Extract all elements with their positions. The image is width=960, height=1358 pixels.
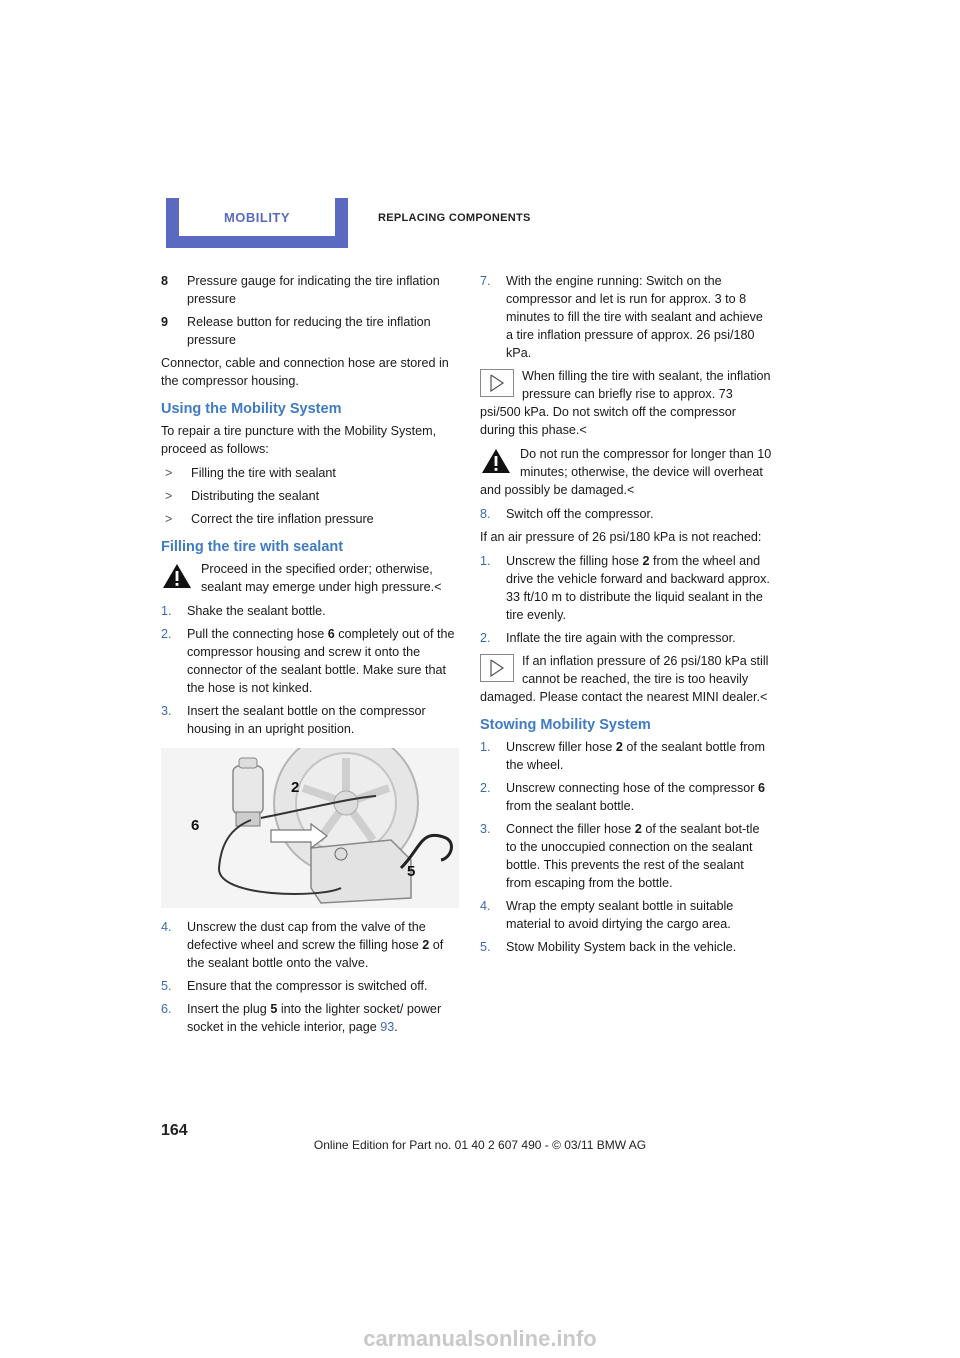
step-item <box>480 897 772 933</box>
legend-text: Pressure gauge for indicating the tire inflation pressure <box>187 274 440 306</box>
step-text: Insert the sealant bottle on the compressor housing in an upright position. <box>187 704 426 736</box>
mobility-system-illustration <box>161 748 459 908</box>
warning-note-order <box>161 560 459 596</box>
end-mark: < <box>434 580 442 594</box>
step-number: 4. <box>161 920 172 934</box>
step-ref: 2 <box>634 822 642 836</box>
heading-using-mobility: Using the Mobility System <box>161 401 342 417</box>
step-number: 2. <box>480 781 491 795</box>
step-text: Pull the connecting hose <box>187 627 328 641</box>
warning-triangle-icon <box>480 447 512 473</box>
step-number: 6. <box>161 1002 172 1016</box>
step-text: Shake the sealant bottle. <box>187 604 326 618</box>
step-item <box>161 602 459 620</box>
step-text: Connect the filler hose <box>506 822 635 836</box>
note-text: When filling the tire with sealant, the inflation pressure can briefly rise to approx. 73 psi/500 kPa. Do not switch off the compressor during this phase. <box>480 369 771 437</box>
step-item <box>480 779 772 815</box>
step-item <box>161 625 459 697</box>
step-number: 2. <box>480 631 491 645</box>
step-ref: 6 <box>327 627 335 641</box>
step-text: of the sealant bot-tle to the unoccupied connection on the sealant bottle. This prevents the rest of the sealant from escaping from the bottle. <box>506 822 760 890</box>
warning-note-compressor <box>480 445 772 499</box>
step-number: 1. <box>161 604 172 618</box>
step-text: Wrap the empty sealant bottle in suitable material to avoid dirtying the cargo area. <box>506 899 734 931</box>
chapter-title: REPLACING COMPONENTS <box>378 212 531 224</box>
step-text: Unscrew filler hose <box>506 740 616 754</box>
step-text: Unscrew the dust cap from the valve of the defective wheel and screw the filling hose <box>187 920 426 952</box>
page-reference-link[interactable]: 93 <box>380 1020 395 1034</box>
step-number: 3. <box>161 704 172 718</box>
bullet-marker: > <box>165 512 173 526</box>
step-ref: 2 <box>642 554 650 568</box>
warning-text: Do not run the compressor for longer than 10 minutes; otherwise, the device will overheat and possibly be damaged. <box>480 447 772 497</box>
bullet-marker: > <box>165 466 173 480</box>
using-intro: To repair a tire puncture with the Mobility System, proceed as follows: <box>161 424 437 456</box>
bullet-text: Filling the tire with sealant <box>191 466 336 480</box>
step-number: 7. <box>480 274 491 288</box>
step-text: Unscrew the filling hose <box>506 554 643 568</box>
step-text: Stow Mobility System back in the vehicle. <box>506 940 737 954</box>
bullet-text: Distributing the sealant <box>191 489 320 503</box>
step-number: 8. <box>480 507 491 521</box>
note-tire-damaged <box>480 652 772 706</box>
step-ref: 2 <box>422 938 430 952</box>
warning-text: Proceed in the specified order; otherwise, sealant may emerge under high pressure. <box>201 562 435 594</box>
note-arrow-icon <box>480 369 514 397</box>
bullet-marker: > <box>165 489 173 503</box>
step-item <box>161 702 459 738</box>
step-text: from the wheel and drive the vehicle forward and backward approx. 33 ft/10 m to distribute the liquid sealant in the tire evenly. <box>506 554 770 622</box>
storage-paragraph: Connector, cable and connection hose are stored in the compressor housing. <box>161 356 449 388</box>
end-mark: < <box>579 423 587 437</box>
section-tab-label: MOBILITY <box>223 209 291 225</box>
step-item <box>480 272 772 362</box>
step-item <box>480 629 772 647</box>
heading-stowing: Stowing Mobility System <box>480 717 651 733</box>
step-ref: 2 <box>615 740 623 754</box>
page-number: 164 <box>161 1122 188 1139</box>
step-ref: 6 <box>758 781 766 795</box>
step-text: Insert the plug <box>187 1002 271 1016</box>
step-ref: 5 <box>270 1002 278 1016</box>
step-item <box>480 820 772 892</box>
legend-item <box>161 272 459 308</box>
legend-text: Release button for reducing the tire inflation pressure <box>187 315 431 347</box>
heading-filling-tire: Filling the tire with sealant <box>161 539 344 555</box>
bullet-item <box>161 510 459 528</box>
step-item <box>480 738 772 774</box>
section-tab <box>166 198 348 248</box>
legend-number: 8 <box>161 274 169 288</box>
step-number: 5. <box>161 979 172 993</box>
right-column <box>480 272 772 961</box>
step-item <box>480 505 772 523</box>
bullet-item <box>161 464 459 482</box>
edition-footer: Online Edition for Part no. 01 40 2 607 490 - © 03/11 BMW AG <box>313 1138 647 1152</box>
step-item <box>480 552 772 624</box>
legend-item <box>161 313 459 349</box>
warning-triangle-icon <box>161 562 193 588</box>
step-text: of the sealant bottle onto the valve. <box>187 938 444 970</box>
figure-label-2: 2 <box>291 779 300 796</box>
bullet-text: Correct the tire inflation pressure <box>191 512 374 526</box>
step-text: Unscrew connecting hose of the compressor <box>506 781 758 795</box>
step-text: of the sealant bottle from the wheel. <box>506 740 766 772</box>
step-number: 5. <box>480 940 491 954</box>
step-number: 1. <box>480 740 491 754</box>
step-text: Switch off the compressor. <box>506 507 654 521</box>
figure-label-5: 5 <box>407 863 416 880</box>
step-item <box>480 938 772 956</box>
step-text: from the sealant bottle. <box>506 799 635 813</box>
legend-number: 9 <box>161 315 169 329</box>
bullet-item <box>161 487 459 505</box>
end-mark: < <box>627 483 635 497</box>
not-reached-paragraph: If an air pressure of 26 psi/180 kPa is not reached: <box>480 530 762 544</box>
note-inflation-pressure <box>480 367 772 439</box>
step-number: 4. <box>480 899 491 913</box>
watermark: carmanualsonline.info <box>363 1326 597 1351</box>
step-text: With the engine running: Switch on the compressor and let is run for approx. 3 to 8 minutes to fill the tire with sealant and achieve a tire inflation pressure of approx. 26 psi/180 kPa. <box>506 274 763 360</box>
step-number: 2. <box>161 627 172 641</box>
step-text: completely out of the compressor housing and screw it onto the connector of the sealant bottle. Make sure that the hose is not kinked. <box>187 627 455 695</box>
step-text: Ensure that the compressor is switched off. <box>187 979 428 993</box>
step-number: 3. <box>480 822 491 836</box>
step-number: 1. <box>480 554 491 568</box>
step-text: Inflate the tire again with the compressor. <box>506 631 736 645</box>
step-text: into the lighter socket/ power socket in the vehicle interior, page <box>187 1002 442 1034</box>
end-mark: < <box>760 690 768 704</box>
figure-label-6: 6 <box>191 817 200 834</box>
illustration-drawing <box>161 748 459 908</box>
left-column <box>161 272 459 1041</box>
step-item: 6. Insert the plug 5 into the lighter socket/ power socket in the vehicle interior, page 93. <box>161 1002 442 1034</box>
note-arrow-icon <box>480 654 514 682</box>
step-item <box>161 918 459 972</box>
note-text: If an inflation pressure of 26 psi/180 kPa still cannot be reached, the tire is too heavily damaged. Please contact the nearest MINI dealer. <box>480 654 769 704</box>
step-item <box>161 977 459 995</box>
